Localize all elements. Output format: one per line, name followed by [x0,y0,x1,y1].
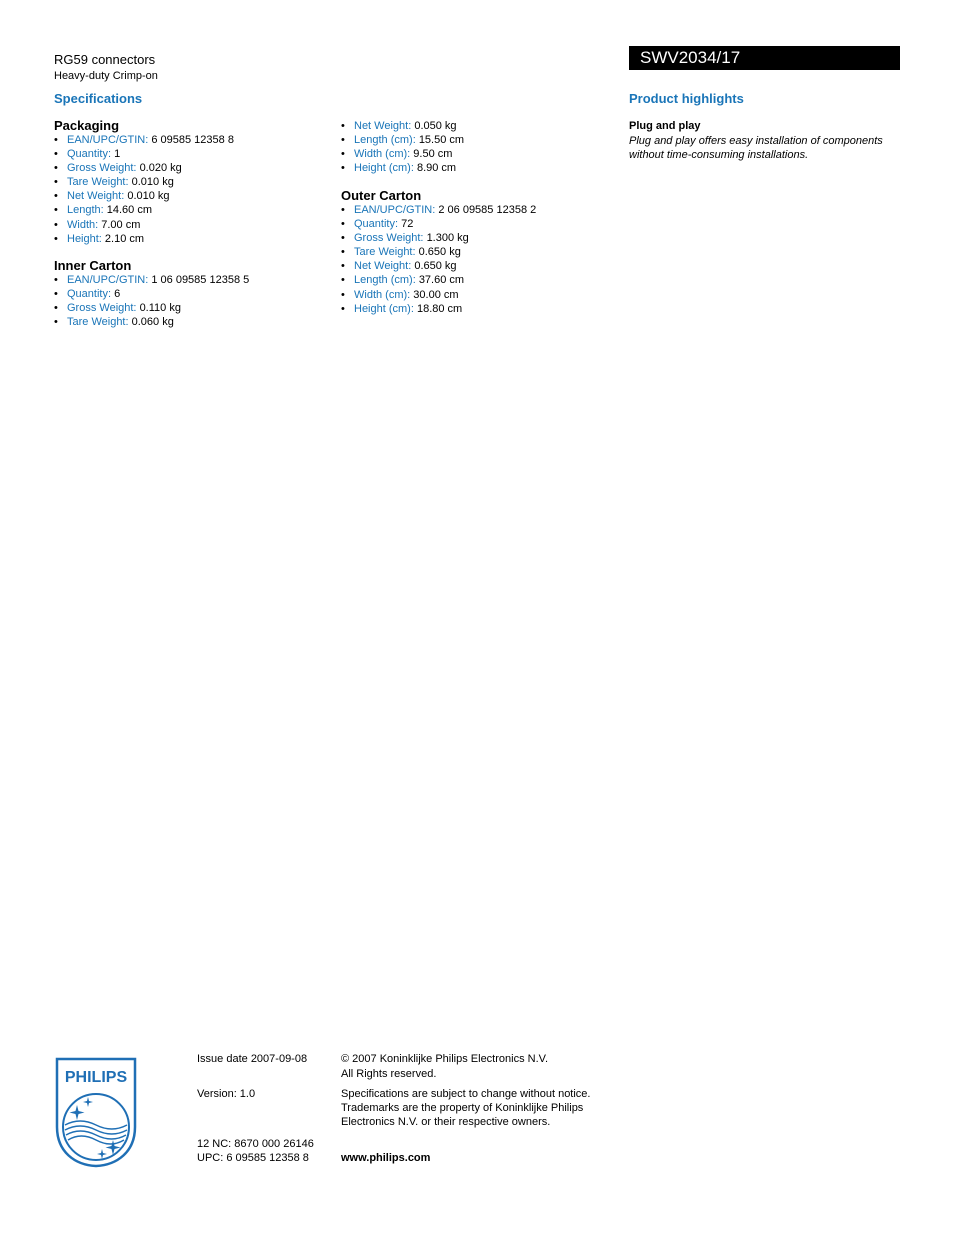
spec-item [54,273,249,287]
spec-label: EAN/UPC/GTIN: [354,204,436,216]
inner-carton-continued-list [341,119,464,175]
spec-value: 0.050 kg [414,120,457,132]
spec-value: 1 06 09585 12358 5 [151,274,250,286]
inner-carton-title: Inner Carton [54,258,132,273]
spec-item [341,147,464,161]
spec-value: 1.300 kg [426,232,469,245]
upc-number: UPC: 6 09585 12358 8 [197,1152,309,1164]
spec-value: 14.60 cm [106,204,153,217]
spec-item [54,301,249,315]
spec-item [341,288,536,302]
spec-label: Height (cm): [354,302,414,315]
spec-value: 1 [114,148,121,161]
spec-label: Net Weight: [67,190,125,203]
product-subtitle: Heavy-duty Crimp-on [54,70,158,82]
spec-label: EAN/UPC/GTIN: [67,274,149,286]
spec-item [341,119,464,133]
spec-label: Quantity: [354,218,399,231]
spec-label: Quantity: [67,288,112,301]
spec-label: Gross Weight: [67,162,137,175]
highlight-title: Plug and play [629,120,701,132]
copyright-line2: All Rights reserved. [341,1068,437,1080]
spec-value: 0.060 kg [131,316,174,329]
spec-item [54,133,234,147]
spec-item [54,161,234,175]
spec-value: 0.650 kg [418,246,461,259]
packaging-section [54,119,234,246]
notice-line3: Electronics N.V. or their respective owners. [341,1116,551,1128]
spec-label: Width: [67,218,99,231]
spec-value: 9.50 cm [413,148,453,161]
spec-item [54,147,234,161]
spec-label: Height: [67,232,102,245]
spec-label: EAN/UPC/GTIN: [67,134,149,146]
spec-value: 2.10 cm [104,232,145,245]
version: Version: 1.0 [197,1088,256,1100]
specifications-heading: Specifications [54,91,143,106]
spec-label: Width (cm): [354,148,411,161]
outer-carton-title: Outer Carton [341,188,422,203]
spec-value: 7.00 cm [101,218,141,231]
spec-value: 18.80 cm [416,302,463,315]
packaging-title: Packaging [54,118,120,133]
spec-label: Width (cm): [354,288,411,301]
spec-item [54,315,249,329]
spec-label: Height (cm): [354,162,414,175]
highlight-text: Plug and play offers easy installation of components without time-consuming installations. [629,135,883,161]
spec-value: 0.010 kg [127,190,170,203]
spec-item [341,259,536,273]
spec-item [341,203,536,217]
spec-value: 6 [114,288,121,301]
spec-value: 8.90 cm [416,162,457,175]
nc-number: 12 NC: 8670 000 26146 [197,1138,314,1150]
spec-label: Length (cm): [354,134,416,147]
outer-carton-list [341,203,536,316]
spec-value: 72 [401,218,414,231]
spec-label: Tare Weight: [67,176,129,189]
spec-value: 30.00 cm [413,288,459,301]
spec-item [54,175,234,189]
website-link[interactable]: www.philips.com [341,1152,431,1164]
spec-label: Length: [67,204,104,217]
philips-shield-icon [55,1057,137,1168]
spec-value: 0.020 kg [139,162,182,175]
spec-label: Length (cm): [354,274,416,287]
spec-item [341,245,536,259]
notice-line1: Specifications are subject to change without notice. [341,1088,591,1100]
spec-label: Tare Weight: [67,316,129,329]
spec-item [341,273,536,287]
outer-carton-section [341,189,536,316]
spec-label: Tare Weight: [354,246,416,259]
spec-value: 15.50 cm [418,134,465,147]
spec-item [54,189,234,203]
spec-label: Quantity: [67,148,112,161]
packaging-list [54,133,234,246]
notice-line2: Trademarks are the property of Koninklijke Philips [341,1102,584,1114]
spec-value: 0.110 kg [139,302,181,315]
copyright-line1: © 2007 Koninklijke Philips Electronics N.V. [341,1053,549,1065]
model-number-bar: SWV2034/17 [629,46,900,70]
spec-item [341,133,464,147]
spec-item [54,287,249,301]
philips-logo-text: PHILIPS [64,1069,128,1086]
spec-value: 0.010 kg [131,176,174,189]
spec-item [54,203,234,217]
spec-item [341,302,536,316]
spec-label: Gross Weight: [354,232,424,245]
product-title: RG59 connectors [54,52,156,67]
spec-item [54,232,234,246]
spec-label: Gross Weight: [67,302,137,315]
spec-item [54,218,234,232]
spec-value: 2 06 09585 12358 2 [438,204,537,216]
spec-label: Net Weight: [354,260,412,273]
inner-carton-list [54,273,249,329]
inner-carton-section [54,259,249,329]
philips-logo [55,1057,137,1168]
inner-carton-continued-section [341,119,464,175]
spec-item [341,161,464,175]
highlights-heading: Product highlights [629,91,744,106]
spec-item [341,217,536,231]
issue-date: Issue date 2007-09-08 [197,1053,308,1065]
spec-value: 0.650 kg [414,260,457,273]
spec-label: Net Weight: [354,120,412,132]
spec-item [341,231,536,245]
spec-value: 6 09585 12358 8 [151,134,234,146]
spec-value: 37.60 cm [418,274,465,287]
